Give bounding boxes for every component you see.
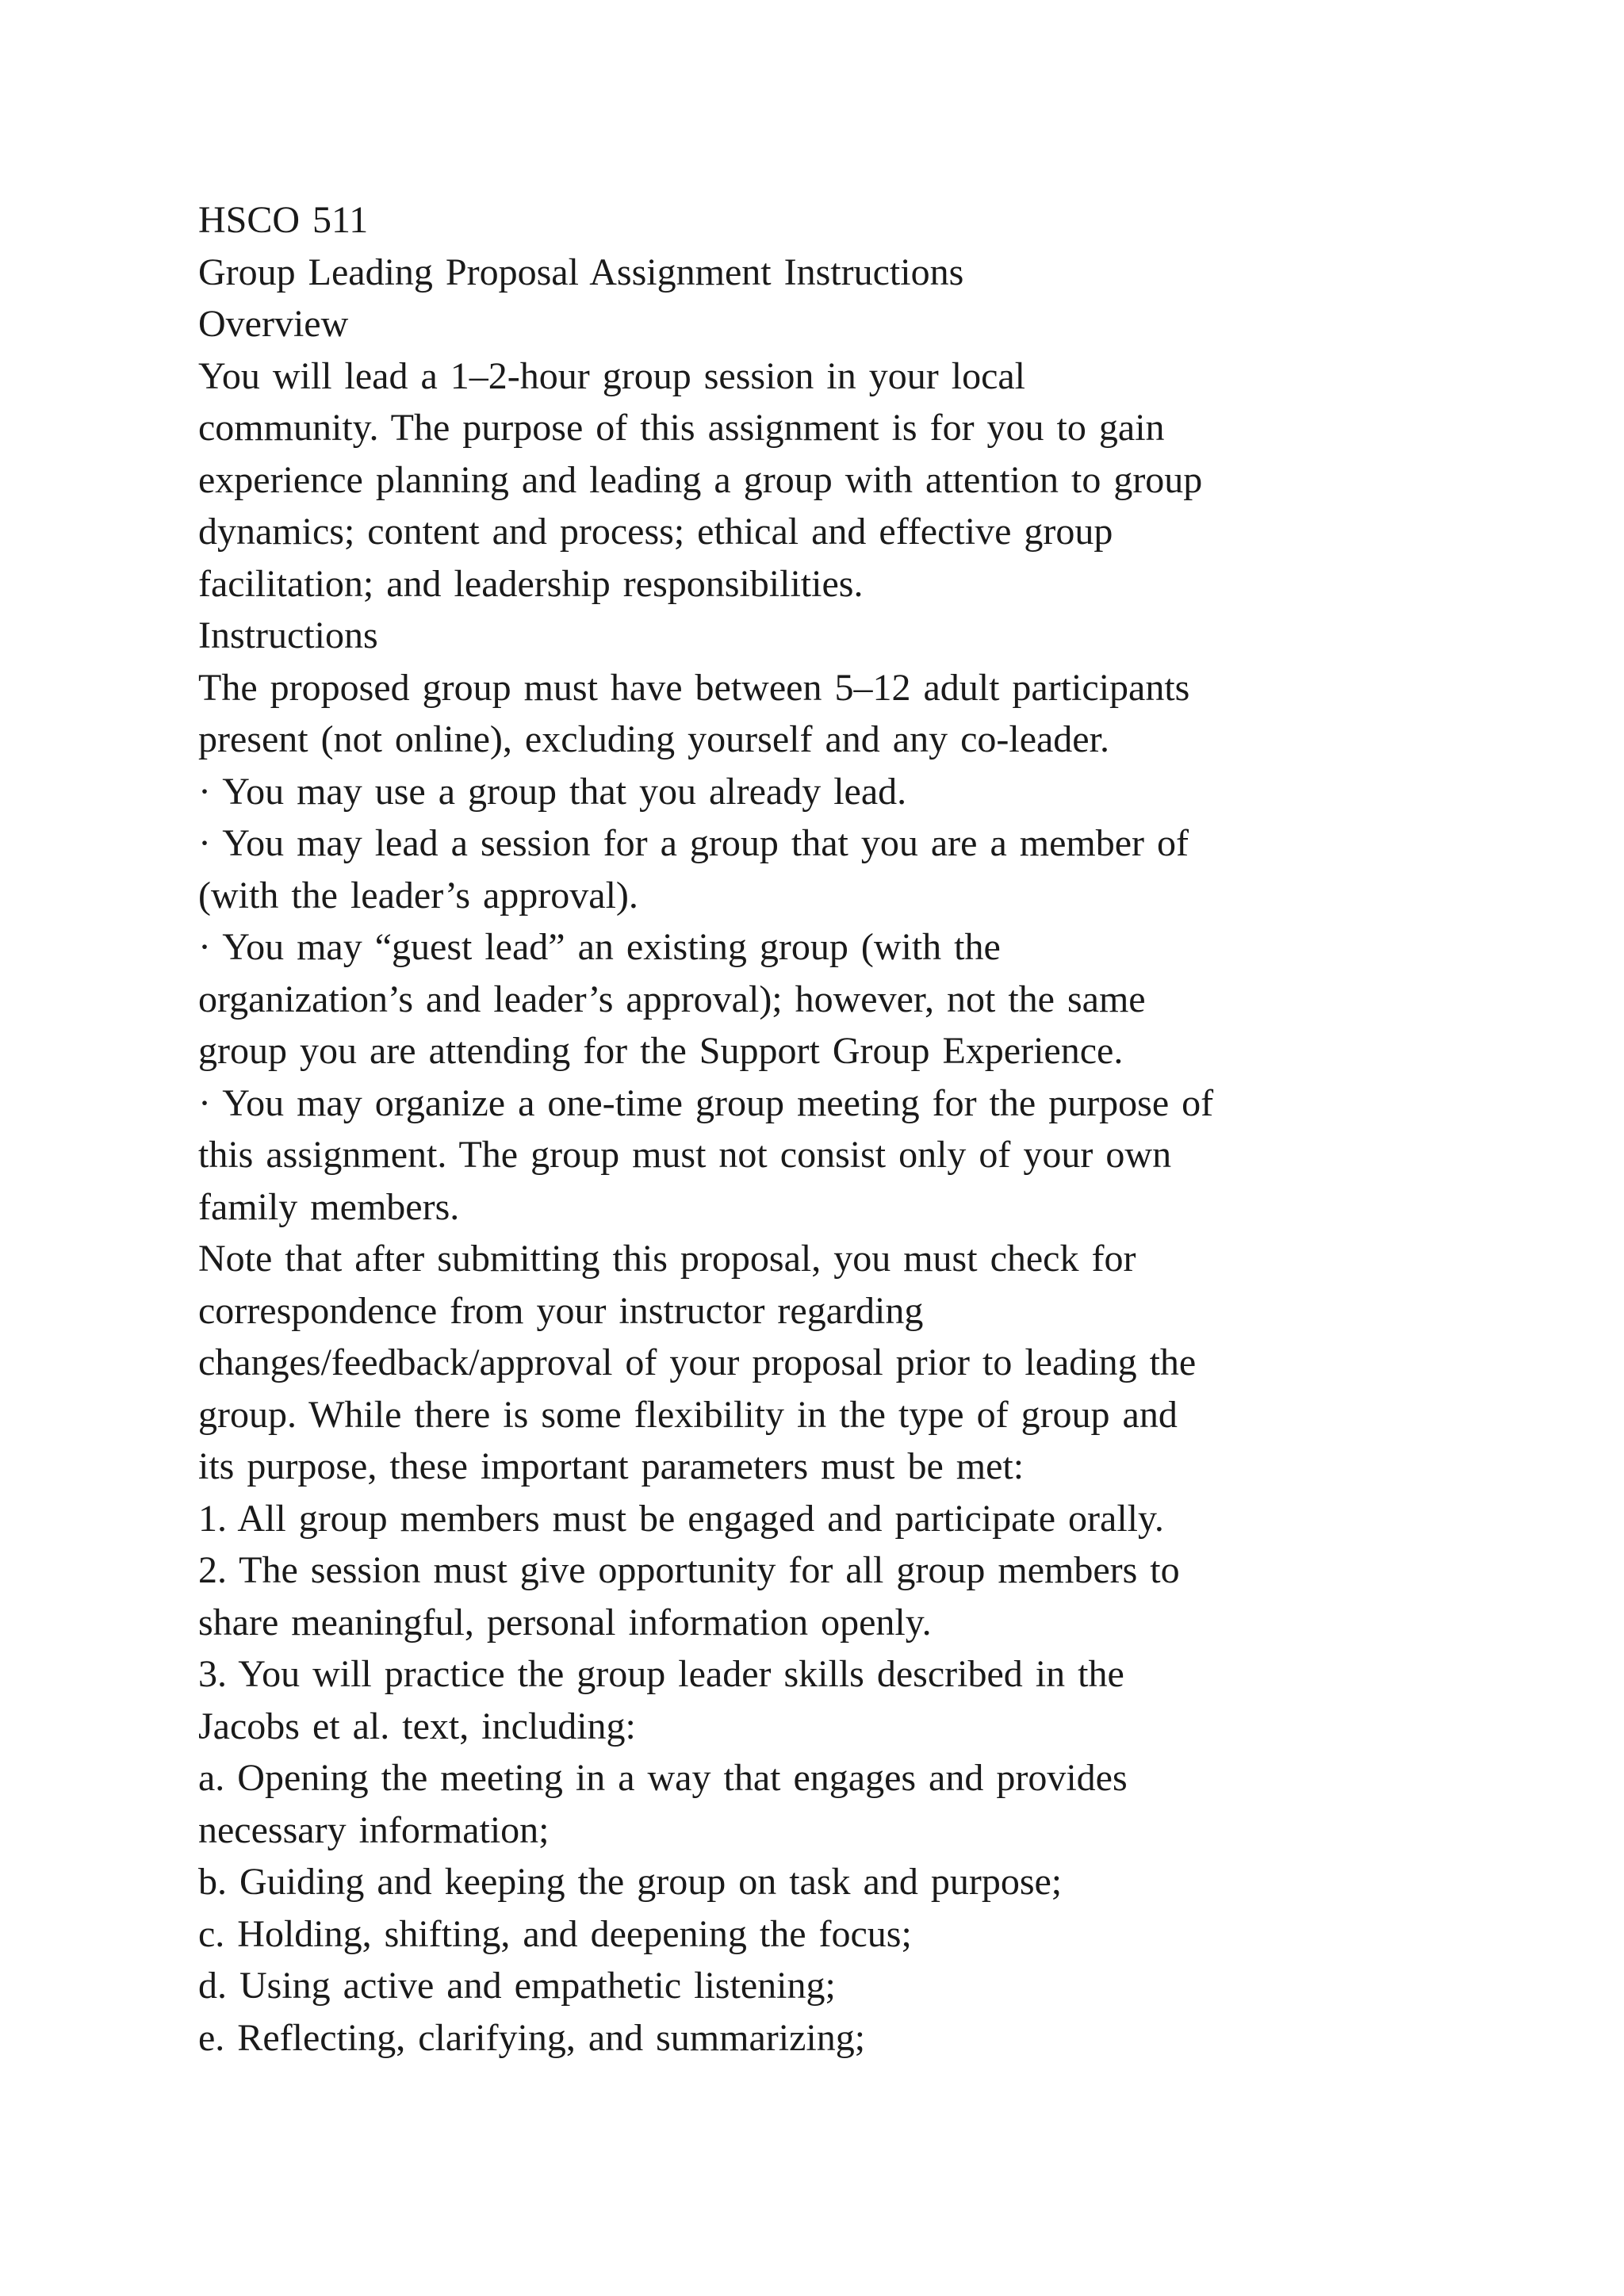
lettered-item: d. Using active and empathetic listening; [198,1965,836,2007]
lettered-item: b. Guiding and keeping the group on task and purpose; [198,1861,1063,1903]
numbered-item: 1. All group members must be engaged and participate orally. [198,1497,1164,1540]
bullet-item: · You may “guest lead” an existing group (with the [198,926,1001,968]
section-heading-instructions: Instructions [198,614,378,656]
bullet-item-continuation: organization’s and leader’s approval); however, not the same [198,978,1146,1020]
lettered-item-continuation: necessary information; [198,1808,550,1851]
overview-text-line: experience planning and leading a group with attention to group [198,458,1203,501]
note-text-line: changes/feedback/approval of your proposal prior to leading the [198,1341,1197,1383]
document-body [198,194,1530,2064]
bullet-item: · You may use a group that you already lead. [198,770,907,813]
instructions-text-line: The proposed group must have between 5–12 adult participants [198,666,1190,709]
numbered-item-continuation: share meaningful, personal information openly. [198,1601,932,1644]
bullet-item: · You may lead a session for a group that you are a member of [198,822,1189,864]
lettered-item: a. Opening the meeting in a way that engages and provides [198,1757,1128,1799]
note-text-line: Note that after submitting this proposal, you must check for [198,1238,1136,1280]
note-text-line: group. While there is some flexibility in the type of group and [198,1393,1178,1436]
bullet-item-continuation: family members. [198,1185,460,1228]
bullet-item: · You may organize a one-time group meeting for the purpose of [198,1081,1214,1124]
lettered-item: e. Reflecting, clarifying, and summarizing; [198,2016,866,2059]
overview-text-line: You will lead a 1–2-hour group session in your local [198,354,1026,397]
note-text-line: its purpose, these important parameters must be met: [198,1445,1025,1487]
assignment-title: Group Leading Proposal Assignment Instructions [198,251,964,293]
overview-text-line: community. The purpose of this assignment is for you to gain [198,407,1165,449]
numbered-item-continuation: Jacobs et al. text, including: [198,1705,636,1747]
overview-text-line: dynamics; content and process; ethical and effective group [198,511,1113,553]
section-heading-overview: Overview [198,303,349,345]
bullet-item-continuation: group you are attending for the Support Group Experience. [198,1030,1124,1072]
numbered-item: 2. The session must give opportunity for all group members to [198,1549,1180,1591]
bullet-item-continuation: (with the leader’s approval). [198,874,638,916]
lettered-item: c. Holding, shifting, and deepening the focus; [198,1912,912,1955]
overview-text-line: facilitation; and leadership responsibilities. [198,562,864,605]
instructions-text-line: present (not online), excluding yourself and any co-leader. [198,718,1109,760]
note-text-line: correspondence from your instructor regarding [198,1289,924,1332]
bullet-item-continuation: this assignment. The group must not consist only of your own [198,1134,1172,1176]
course-code: HSCO 511 [198,199,369,241]
numbered-item: 3. You will practice the group leader skills described in the [198,1653,1124,1695]
